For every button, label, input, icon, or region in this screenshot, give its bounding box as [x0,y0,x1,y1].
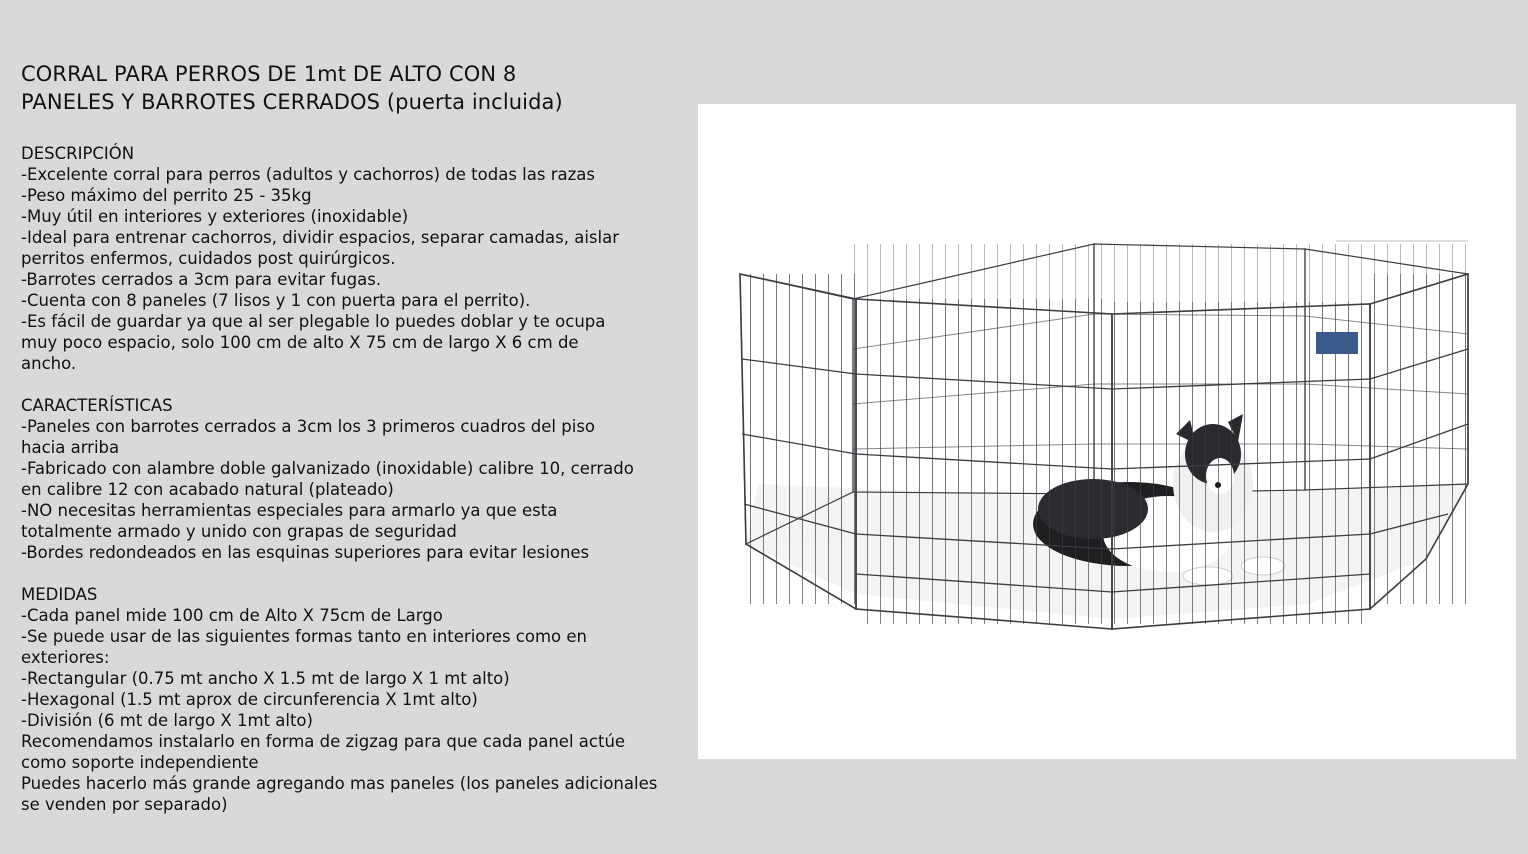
title-line-2: PANELES Y BARROTES CERRADOS (puerta incluida) [21,90,563,114]
text-line: Recomendamos instalarlo en forma de zigzag para que cada panel actúe [21,732,626,751]
text-line: -Cada panel mide 100 cm de Alto X 75cm de Largo [21,606,443,625]
section-medidas [21,584,693,815]
text-line: perritos enfermos, cuidados post quirúrgicos. [21,249,396,268]
text-line: -Bordes redondeados en las esquinas superiores para evitar lesiones [21,543,590,562]
text-line: muy poco espacio, solo 100 cm de alto X 75 cm de largo X 6 cm de [21,333,579,352]
section-heading: CARACTERÍSTICAS [21,396,173,415]
section-heading: DESCRIPCIÓN [21,144,135,163]
text-line: -Ideal para entrenar cachorros, dividir espacios, separar camadas, aislar [21,228,619,247]
text-line: -Paneles con barrotes cerrados a 3cm los 3 primeros cuadros del piso [21,417,596,436]
text-line: -Peso máximo del perrito 25 - 35kg [21,186,312,205]
playpen-illustration [698,104,1516,759]
text-line: -Es fácil de guardar ya que al ser plegable lo puedes doblar y te ocupa [21,312,606,331]
text-line: se venden por separado) [21,795,228,814]
text-line: -Rectangular (0.75 mt ancho X 1.5 mt de largo X 1 mt alto) [21,669,510,688]
front-panel-bars [742,274,1468,624]
text-line: totalmente armado y unido con grapas de seguridad [21,522,457,541]
product-label-tag [1316,332,1358,354]
text-line: -Fabricado con alambre doble galvanizado (inoxidable) calibre 10, cerrado [21,459,634,478]
text-line: -Se puede usar de las siguientes formas tanto en interiores como en [21,627,587,646]
text-line: Puedes hacerlo más grande agregando mas paneles (los paneles adicionales [21,774,658,793]
text-line: -Excelente corral para perros (adultos y cachorros) de todas las razas [21,165,595,184]
text-line: en calibre 12 con acabado natural (plateado) [21,480,394,499]
text-line: -Hexagonal (1.5 mt aprox de circunferencia X 1mt alto) [21,690,478,709]
product-title [21,60,693,116]
title-line-1: CORRAL PARA PERROS DE 1mt DE ALTO CON 8 [21,62,517,86]
section-descripcion [21,143,693,374]
text-line: ancho. [21,354,77,373]
text-line: -Muy útil en interiores y exteriores (inoxidable) [21,207,409,226]
text-line: hacia arriba [21,438,120,457]
text-line: -NO necesitas herramientas especiales para armarlo ya que esta [21,501,558,520]
text-line: -Cuenta con 8 paneles (7 lisos y 1 con puerta para el perrito). [21,291,531,310]
dog-playpen-photo [698,104,1516,759]
text-line: -División (6 mt de largo X 1mt alto) [21,711,313,730]
text-line: exteriores: [21,648,110,667]
section-caracteristicas [21,395,693,563]
product-description [21,60,693,815]
section-heading: MEDIDAS [21,585,98,604]
text-line: como soporte independiente [21,753,259,772]
text-line: -Barrotes cerrados a 3cm para evitar fugas. [21,270,382,289]
